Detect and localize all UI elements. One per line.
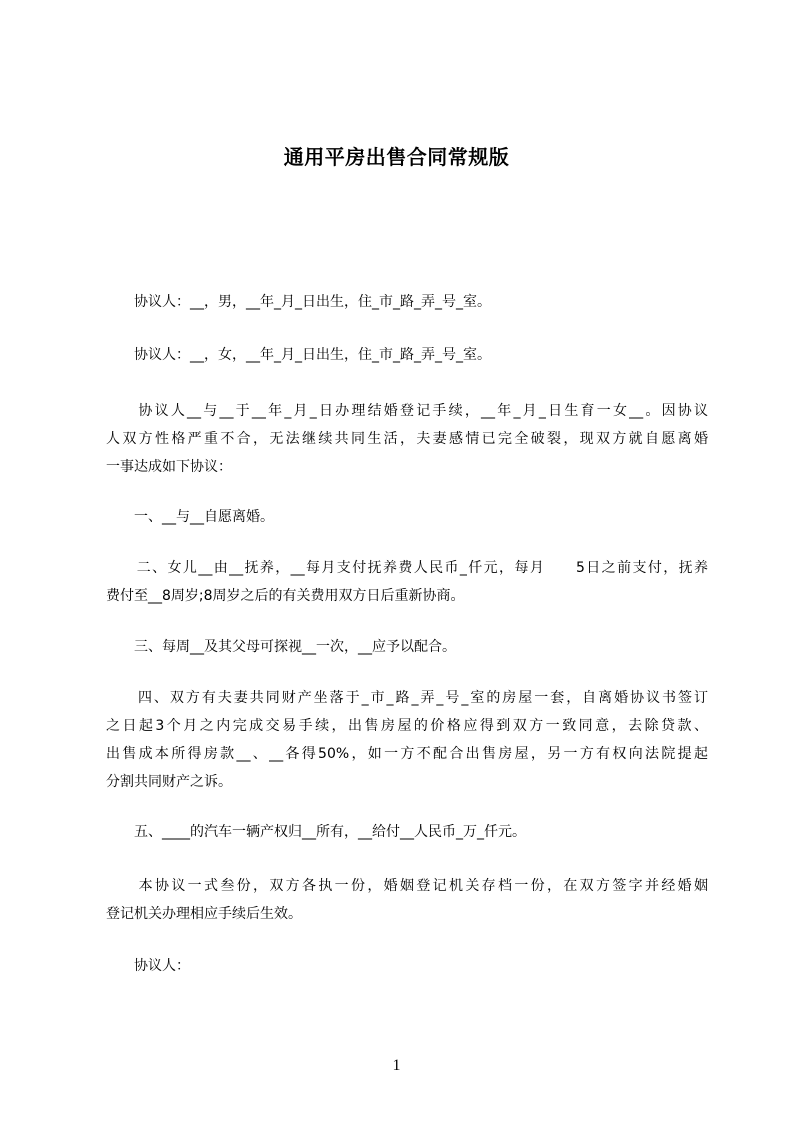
- paragraph-effect: [106, 872, 708, 928]
- paragraph-line: 人双方性格严重不合，无法继续共同生活，夫妻感情已完全破裂，现双方就自愿离婚: [106, 431, 708, 447]
- paragraph-line: 登记机关办理相应手续后生效。: [106, 906, 302, 922]
- paragraph-party-2: [106, 341, 708, 369]
- paragraph-line: 一、__与__自愿离婚。: [106, 509, 274, 525]
- paragraph-line: 一事达成如下协议：: [106, 459, 232, 475]
- paragraph-line: 协议人__与__于__年_月_日办理结婚登记手续，__年_月_日生育一女__。因协议: [106, 403, 708, 419]
- page-number: 1: [392, 1057, 401, 1074]
- paragraph-line: 协议人：__，女，__年_月_日出生，住_市_路_弄_号_室。: [106, 347, 491, 363]
- paragraph-line: 三、每周__及其父母可探视__一次，__应予以配合。: [106, 639, 456, 655]
- paragraph-clause-3: [106, 633, 708, 661]
- paragraph-line: 协议人：__，男，__年_月_日出生，住_市_路_弄_号_室。: [106, 294, 491, 310]
- paragraph-line: 出售成本所得房款__、__各得50%，如一方不配合出售房屋，另一方有权向法院提起: [106, 746, 708, 762]
- paragraph-clause-2: [106, 554, 708, 610]
- paragraph-signature: [106, 952, 708, 980]
- paragraph-line: 费付至__8周岁;8周岁之后的有关费用双方日后重新协商。: [106, 588, 465, 604]
- paragraph-line: 二、女儿__由__抚养，__每月支付抚养费人民币_仟元，每月 5日之前支付，抚养: [106, 560, 708, 576]
- paragraph-clause-5: [106, 818, 708, 846]
- paragraph-line: 协议人：: [106, 958, 190, 974]
- paragraph-line: 四、双方有夫妻共同财产坐落于_市_路_弄_号_室的房屋一套，自离婚协议书签订: [106, 690, 708, 706]
- paragraph-clause-1: [106, 503, 708, 531]
- paragraph-line: 之日起3个月之内完成交易手续，出售房屋的价格应得到双方一致同意，去除贷款、: [106, 718, 708, 734]
- paragraph-background: [106, 397, 708, 481]
- document-title: 通用平房出售合同常规版: [283, 145, 510, 169]
- paragraph-party-1: [106, 288, 708, 316]
- paragraph-line: 本协议一式叁份，双方各执一份，婚姻登记机关存档一份，在双方签字并经婚姻: [106, 878, 708, 894]
- paragraph-clause-4: [106, 684, 708, 796]
- paragraph-line: 分割共同财产之诉。: [106, 774, 232, 790]
- paragraph-line: 五、____的汽车一辆产权归__所有，__给付__人民币_万_仟元。: [106, 824, 526, 840]
